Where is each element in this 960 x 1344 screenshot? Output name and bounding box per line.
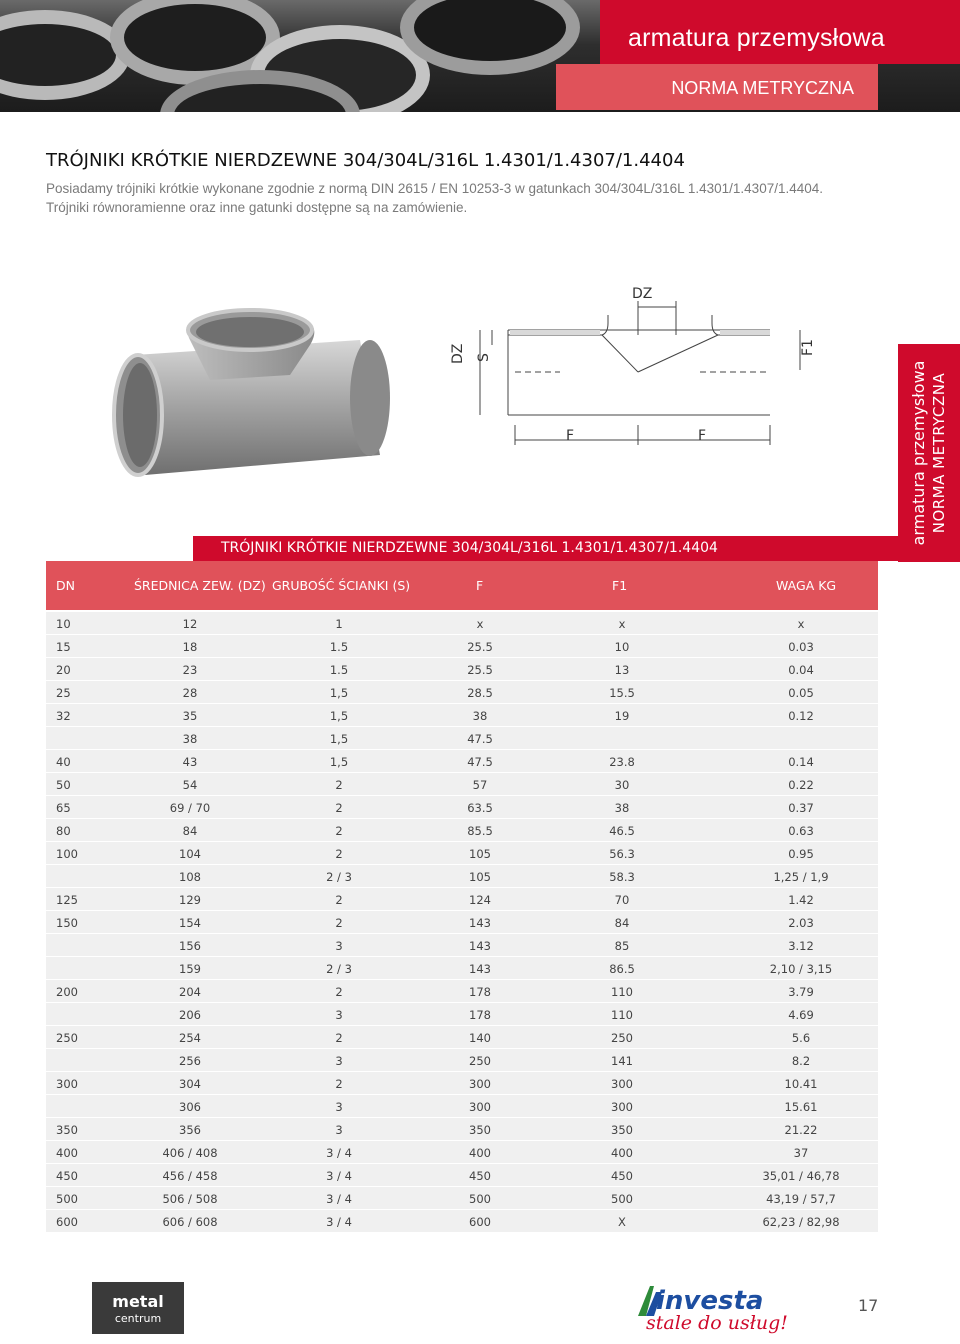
cell-wall-thickness: 3 / 4 <box>326 1215 352 1229</box>
cell-f: 105 <box>469 870 491 884</box>
cell-dn: 450 <box>56 1169 78 1183</box>
cell-dn: 150 <box>56 916 78 930</box>
cell-wall-thickness: 2 <box>335 847 343 861</box>
cell-diameter: 129 <box>179 893 201 907</box>
cell-weight: 0.05 <box>788 686 814 700</box>
cell-wall-thickness: 1.5 <box>329 663 349 677</box>
cell-weight: 35,01 / 46,78 <box>762 1169 840 1183</box>
cell-weight: 0.03 <box>788 640 814 654</box>
table-row <box>46 957 878 980</box>
cell-f1: 350 <box>611 1123 633 1137</box>
header-wall-thickness: GRUBOŚĆ ŚCIANKI (S) <box>272 578 411 593</box>
header-f1: F1 <box>612 578 628 593</box>
cell-weight: 43,19 / 57,7 <box>766 1192 836 1206</box>
cell-weight: 0.14 <box>788 755 814 769</box>
cell-dn: 250 <box>56 1031 78 1045</box>
cell-dn: 15 <box>56 640 71 654</box>
cell-weight: 3.79 <box>788 985 814 999</box>
drawing-label-f-right: F <box>698 428 707 444</box>
cell-f1: X <box>618 1215 626 1229</box>
cell-weight: 0.04 <box>788 663 814 677</box>
cell-f: 25.5 <box>467 663 493 677</box>
cell-wall-thickness: 2 <box>335 916 343 930</box>
table-row <box>46 727 878 750</box>
cell-weight: 0.22 <box>788 778 814 792</box>
cell-f: 143 <box>469 916 491 930</box>
cell-wall-thickness: 2 / 3 <box>326 962 352 976</box>
cell-weight: 0.37 <box>788 801 814 815</box>
investa-name: investa <box>656 1286 764 1316</box>
cell-weight: 15.61 <box>784 1100 818 1114</box>
table-row <box>46 1141 878 1164</box>
cell-f: 140 <box>469 1031 491 1045</box>
cell-weight: 0.12 <box>788 709 814 723</box>
metal-centrum-logo <box>92 1282 184 1334</box>
cell-f: 143 <box>469 962 491 976</box>
table-row <box>46 1003 878 1026</box>
cell-wall-thickness: 1.5 <box>329 640 349 654</box>
header-f: F <box>476 578 484 593</box>
cell-f: 500 <box>469 1192 491 1206</box>
cell-diameter: 154 <box>179 916 201 930</box>
table-row <box>46 773 878 796</box>
subtitle: NORMA METRYCZNA <box>671 78 854 98</box>
drawing-label-dz-side: DZ <box>450 343 466 364</box>
cell-f1: 450 <box>611 1169 633 1183</box>
cell-diameter: 104 <box>179 847 201 861</box>
table-body <box>46 612 878 1233</box>
cell-dn: 25 <box>56 686 71 700</box>
cell-diameter: 356 <box>179 1123 201 1137</box>
cell-weight: 37 <box>793 1146 809 1160</box>
cell-weight: x <box>797 617 805 631</box>
intro-text <box>46 179 886 217</box>
cell-f1: 13 <box>614 663 630 677</box>
cell-diameter: 204 <box>179 985 201 999</box>
table-row <box>46 911 878 934</box>
cell-diameter: 156 <box>179 939 201 953</box>
cell-f1: 38 <box>614 801 630 815</box>
page-number: 17 <box>858 1296 879 1315</box>
cell-diameter: 43 <box>182 755 198 769</box>
cell-dn: 600 <box>56 1215 78 1229</box>
cell-f: 178 <box>469 985 491 999</box>
cell-diameter: 54 <box>182 778 198 792</box>
table-row <box>46 612 878 635</box>
table-row <box>46 704 878 727</box>
cell-diameter: 69 / 70 <box>169 801 211 815</box>
cell-f: 300 <box>469 1077 491 1091</box>
cell-diameter: 606 / 608 <box>162 1215 218 1229</box>
cell-f1: 56.3 <box>609 847 635 861</box>
cell-dn: 400 <box>56 1146 78 1160</box>
cell-wall-thickness: 2 <box>335 985 343 999</box>
cell-weight: 8.2 <box>791 1054 811 1068</box>
cell-wall-thickness: 3 <box>335 939 343 953</box>
cell-wall-thickness: 1,5 <box>329 755 349 769</box>
cell-f: 400 <box>469 1146 491 1160</box>
logo-left-line-1: metal <box>112 1292 164 1311</box>
cell-f1: 110 <box>611 985 633 999</box>
cell-diameter: 108 <box>179 870 201 884</box>
cell-f: 47.5 <box>467 755 493 769</box>
cell-f1: 400 <box>611 1146 633 1160</box>
cell-f: 105 <box>469 847 491 861</box>
cell-f: 47.5 <box>467 732 493 746</box>
cell-diameter: 304 <box>179 1077 201 1091</box>
cell-f1: 19 <box>614 709 630 723</box>
cell-weight: 2,10 / 3,15 <box>769 962 833 976</box>
cell-f1: 15.5 <box>609 686 635 700</box>
table-row <box>46 1118 878 1141</box>
cell-diameter: 35 <box>182 709 198 723</box>
cell-wall-thickness: 2 <box>335 778 343 792</box>
logo-left-line-2: centrum <box>114 1312 162 1325</box>
table-row <box>46 635 878 658</box>
drawing-label-s: S <box>476 353 492 362</box>
table-row <box>46 819 878 842</box>
table-row <box>46 1095 878 1118</box>
tee-product-image <box>110 300 400 480</box>
drawing-label-dz-top: DZ <box>632 286 653 302</box>
cell-weight: 21.22 <box>784 1123 818 1137</box>
cell-f1: x <box>618 617 626 631</box>
dimension-drawing <box>440 275 820 450</box>
header-weight: WAGA KG <box>776 578 837 593</box>
brand-title-banner <box>600 0 960 64</box>
side-tab <box>898 344 960 562</box>
cell-weight: 0.95 <box>788 847 814 861</box>
cell-f1: 110 <box>611 1008 633 1022</box>
cell-dn: 300 <box>56 1077 78 1091</box>
cell-wall-thickness: 3 / 4 <box>326 1146 352 1160</box>
cell-wall-thickness: 3 / 4 <box>326 1169 352 1183</box>
cell-f: 57 <box>472 778 488 792</box>
cell-f: 450 <box>469 1169 491 1183</box>
table-row <box>46 750 878 773</box>
cell-diameter: 254 <box>179 1031 201 1045</box>
table-row <box>46 1164 878 1187</box>
cell-diameter: 12 <box>182 617 198 631</box>
side-tab-line-1: armatura przemysłowa <box>909 360 928 546</box>
cell-weight: 62,23 / 82,98 <box>762 1215 840 1229</box>
cell-diameter: 84 <box>182 824 198 838</box>
cell-wall-thickness: 1 <box>335 617 343 631</box>
cell-f: 300 <box>469 1100 491 1114</box>
cell-weight: 0.63 <box>788 824 814 838</box>
cell-f1: 500 <box>611 1192 633 1206</box>
table-row <box>46 796 878 819</box>
cell-wall-thickness: 3 <box>335 1008 343 1022</box>
cell-dn: 100 <box>56 847 78 861</box>
cell-f1: 300 <box>611 1077 633 1091</box>
cell-dn: 10 <box>56 617 71 631</box>
cell-diameter: 456 / 458 <box>162 1169 218 1183</box>
cell-f1: 141 <box>611 1054 633 1068</box>
table-row <box>46 1187 878 1210</box>
table-row <box>46 865 878 888</box>
cell-weight: 2.03 <box>788 916 814 930</box>
cell-weight: 1.42 <box>788 893 814 907</box>
cell-dn: 20 <box>56 663 71 677</box>
cell-wall-thickness: 3 / 4 <box>326 1192 352 1206</box>
cell-weight: 1,25 / 1,9 <box>773 870 829 884</box>
cell-weight: 10.41 <box>784 1077 818 1091</box>
investa-slogan: stale do usług! <box>646 1312 788 1334</box>
subtitle-banner <box>556 64 878 110</box>
cell-wall-thickness: 1,5 <box>329 686 349 700</box>
cell-f: 63.5 <box>467 801 493 815</box>
intro-line-1: Posiadamy trójniki krótkie wykonane zgodnie z normą DIN 2615 / EN 10253-3 w gatunkach 304/304L/316L 1.4301/1.4307/1.4404. <box>46 181 824 196</box>
cell-f1: 30 <box>614 778 630 792</box>
cell-weight: 3.12 <box>788 939 814 953</box>
cell-f: 28.5 <box>467 686 493 700</box>
cell-wall-thickness: 2 <box>335 893 343 907</box>
cell-diameter: 256 <box>179 1054 201 1068</box>
cell-diameter: 159 <box>179 962 201 976</box>
cell-f: 38 <box>472 709 488 723</box>
table-row <box>46 1026 878 1049</box>
cell-diameter: 28 <box>182 686 198 700</box>
cell-wall-thickness: 3 <box>335 1100 343 1114</box>
intro-line-2: Trójniki równoramienne oraz inne gatunki dostępne są na zamówienie. <box>46 200 468 215</box>
cell-dn: 40 <box>56 755 71 769</box>
cell-f1: 10 <box>614 640 630 654</box>
cell-dn: 32 <box>56 709 71 723</box>
cell-dn: 125 <box>56 893 78 907</box>
cell-dn: 65 <box>56 801 71 815</box>
header-diameter: ŚREDNICA ZEW. (DZ) <box>134 578 266 593</box>
cell-wall-thickness: 2 <box>335 1077 343 1091</box>
header-dn: DN <box>56 578 75 593</box>
table-row <box>46 888 878 911</box>
cell-f: 350 <box>469 1123 491 1137</box>
side-tab-line-2: NORMA METRYCZNA <box>930 372 948 534</box>
table-row <box>46 1049 878 1072</box>
page-title: TRÓJNIKI KRÓTKIE NIERDZEWNE 304/304L/316L 1.4301/1.4307/1.4404 <box>46 150 685 171</box>
table-row <box>46 934 878 957</box>
cell-f1: 46.5 <box>609 824 635 838</box>
table-row <box>46 1210 878 1233</box>
cell-dn: 200 <box>56 985 78 999</box>
table-row <box>46 681 878 704</box>
cell-f: x <box>476 617 484 631</box>
cell-f: 143 <box>469 939 491 953</box>
table-row <box>46 842 878 865</box>
table-row <box>46 980 878 1003</box>
table-row <box>46 658 878 681</box>
cell-diameter: 18 <box>182 640 198 654</box>
cell-f: 600 <box>469 1215 491 1229</box>
table-caption: TRÓJNIKI KRÓTKIE NIERDZEWNE 304/304L/316L 1.4301/1.4307/1.4404 <box>193 536 903 561</box>
cell-f: 250 <box>469 1054 491 1068</box>
cell-diameter: 306 <box>179 1100 201 1114</box>
cell-f1: 300 <box>611 1100 633 1114</box>
cell-dn: 500 <box>56 1192 78 1206</box>
cell-f1: 250 <box>611 1031 633 1045</box>
cell-wall-thickness: 2 <box>335 1031 343 1045</box>
cell-f1: 85 <box>614 939 630 953</box>
cell-diameter: 38 <box>182 732 198 746</box>
cell-f1: 86.5 <box>609 962 635 976</box>
cell-f1: 58.3 <box>609 870 635 884</box>
cell-diameter: 206 <box>179 1008 201 1022</box>
cell-f: 25.5 <box>467 640 493 654</box>
cell-wall-thickness: 2 / 3 <box>326 870 352 884</box>
cell-weight: 4.69 <box>788 1008 814 1022</box>
cell-dn: 350 <box>56 1123 78 1137</box>
cell-dn: 80 <box>56 824 71 838</box>
investa-logo <box>636 1278 796 1338</box>
drawing-label-f-left: F <box>566 428 575 444</box>
cell-f: 124 <box>469 893 491 907</box>
cell-f: 85.5 <box>467 824 493 838</box>
cell-diameter: 23 <box>182 663 198 677</box>
cell-wall-thickness: 1,5 <box>329 732 349 746</box>
cell-f: 178 <box>469 1008 491 1022</box>
cell-wall-thickness: 2 <box>335 801 343 815</box>
table-row <box>46 1072 878 1095</box>
cell-f1: 70 <box>614 893 630 907</box>
cell-diameter: 506 / 508 <box>162 1192 218 1206</box>
cell-weight: 5.6 <box>791 1031 811 1045</box>
cell-wall-thickness: 2 <box>335 824 343 838</box>
cell-wall-thickness: 3 <box>335 1123 343 1137</box>
cell-f1: 84 <box>614 916 630 930</box>
brand-title: armatura przemysłowa <box>628 24 885 52</box>
cell-wall-thickness: 1,5 <box>329 709 349 723</box>
cell-wall-thickness: 3 <box>335 1054 343 1068</box>
drawing-label-f1: F1 <box>800 339 816 356</box>
table-header <box>46 561 878 610</box>
cell-dn: 50 <box>56 778 71 792</box>
cell-diameter: 406 / 408 <box>162 1146 218 1160</box>
cell-f1: 23.8 <box>609 755 635 769</box>
